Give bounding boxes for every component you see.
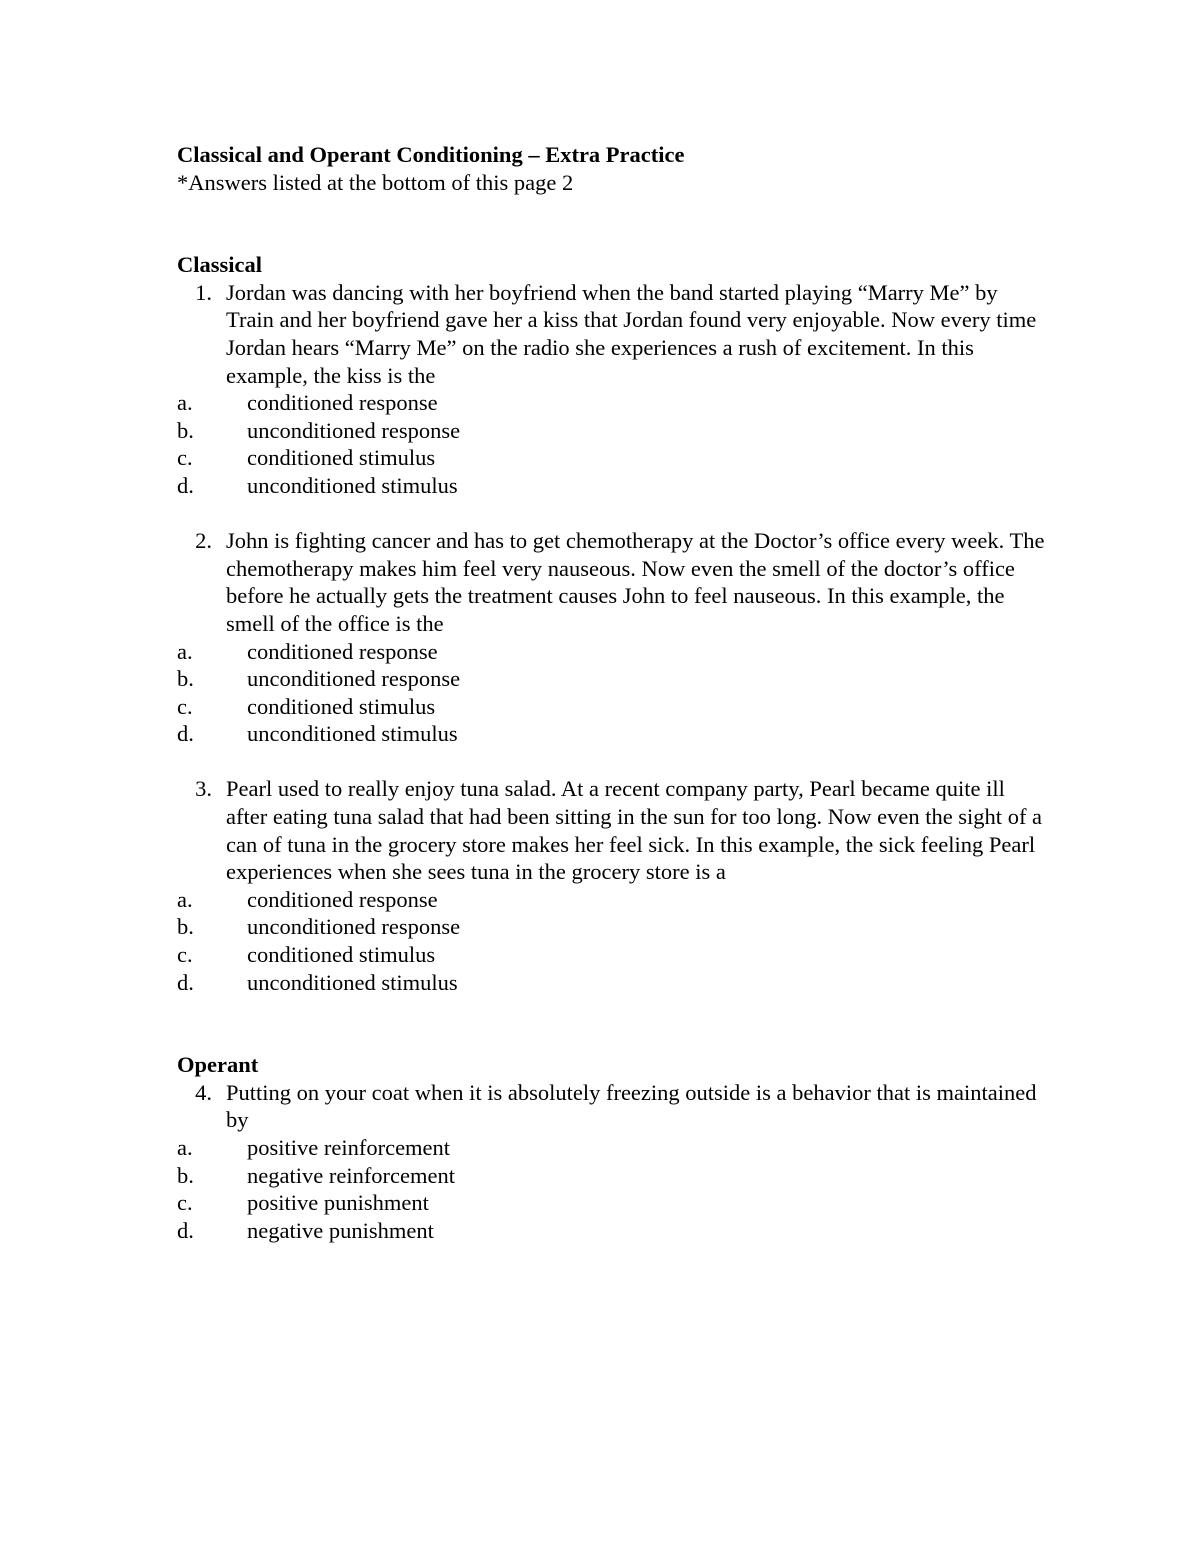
answer-option: [177, 417, 1047, 445]
answer-option: [177, 969, 1047, 997]
answer-options: [177, 638, 1047, 748]
option-text: conditioned stimulus: [247, 942, 436, 968]
section-heading: Classical: [177, 252, 263, 278]
option-text: conditioned stimulus: [247, 445, 436, 471]
question-number: 1.: [195, 279, 212, 305]
option-letter: d.: [177, 721, 194, 747]
option-letter: b.: [177, 1162, 194, 1188]
option-text: negative punishment: [247, 1217, 434, 1243]
option-text: unconditioned response: [247, 666, 461, 692]
question-text: Putting on your coat when it is absolutely freezing outside is a behavior that is maintained by: [226, 1079, 1037, 1133]
option-letter: c.: [177, 693, 193, 719]
document-title: Classical and Operant Conditioning – Extra Practice: [177, 142, 685, 167]
option-text: positive reinforcement: [247, 1135, 451, 1160]
question-number: 2.: [195, 528, 212, 554]
question-2: [177, 527, 1047, 748]
option-letter: b.: [177, 417, 194, 443]
answer-option: [177, 472, 1047, 500]
answer-options: [177, 389, 1047, 499]
section-heading: Operant: [177, 1052, 259, 1078]
answer-option: [177, 886, 1047, 914]
option-letter: d.: [177, 1217, 194, 1243]
section-operant: [177, 1051, 1047, 1244]
question-4: [177, 1079, 1047, 1245]
option-letter: d.: [177, 472, 194, 498]
question-text: Jordan was dancing with her boyfriend when the band started playing “Marry Me” by Train and her boyfriend gave her a kiss that Jordan found very enjoyable. Now every time Jordan hears “Marry Me” on the radio she experiences a rush of excitement. In this example, the kiss is the: [226, 279, 1037, 388]
option-text: conditioned response: [247, 390, 438, 416]
option-text: conditioned response: [247, 886, 438, 912]
option-letter: a.: [177, 1135, 193, 1160]
question-text: Pearl used to really enjoy tuna salad. At a recent company party, Pearl became quite ill after eating tuna salad that had been sitting in the sun for too long. Now even the sight of a can of tuna in the grocery store makes her feel sick. In this example, the sick feeling Pearl experiences when she sees tuna in the grocery store is a: [226, 776, 1043, 885]
answer-option: [177, 638, 1047, 666]
option-letter: a.: [177, 390, 193, 416]
answer-option: [177, 1162, 1047, 1190]
option-letter: c.: [177, 445, 193, 471]
answer-option: [177, 389, 1047, 417]
option-text: unconditioned stimulus: [247, 969, 458, 995]
question-1: [177, 279, 1047, 500]
answer-option: [177, 444, 1047, 472]
answer-option: [177, 720, 1047, 748]
option-letter: a.: [177, 886, 193, 912]
answer-options: [177, 1134, 1047, 1244]
answer-option: [177, 941, 1047, 969]
option-letter: a.: [177, 638, 193, 664]
question-3: [177, 775, 1047, 996]
option-text: unconditioned stimulus: [247, 721, 458, 747]
option-letter: c.: [177, 1190, 193, 1216]
answer-options: [177, 886, 1047, 996]
question-text: John is fighting cancer and has to get chemotherapy at the Doctor’s office every week. The chemotherapy makes him feel very nauseous. Now even the smell of the doctor’s office before he actually gets the treatment causes John to feel nauseous. In this example, the smell of the office is the: [226, 528, 1045, 636]
answer-option: [177, 1134, 1047, 1162]
option-letter: d.: [177, 969, 194, 995]
option-text: unconditioned response: [247, 914, 461, 940]
document-subtitle: *Answers listed at the bottom of this page 2: [177, 169, 574, 195]
option-text: unconditioned response: [247, 417, 461, 443]
option-letter: b.: [177, 914, 194, 940]
answer-option: [177, 1217, 1047, 1245]
answer-option: [177, 665, 1047, 693]
question-number: 4.: [195, 1079, 212, 1105]
option-letter: b.: [177, 666, 194, 692]
option-text: negative reinforcement: [247, 1162, 456, 1188]
question-number: 3.: [195, 776, 212, 802]
option-text: positive punishment: [247, 1190, 429, 1216]
document-body: [177, 141, 1047, 1244]
option-text: conditioned response: [247, 638, 438, 664]
option-letter: c.: [177, 942, 193, 968]
answer-option: [177, 913, 1047, 941]
section-classical: [177, 251, 1047, 996]
option-text: conditioned stimulus: [247, 693, 436, 719]
answer-option: [177, 693, 1047, 721]
option-text: unconditioned stimulus: [247, 472, 458, 498]
answer-option: [177, 1189, 1047, 1217]
